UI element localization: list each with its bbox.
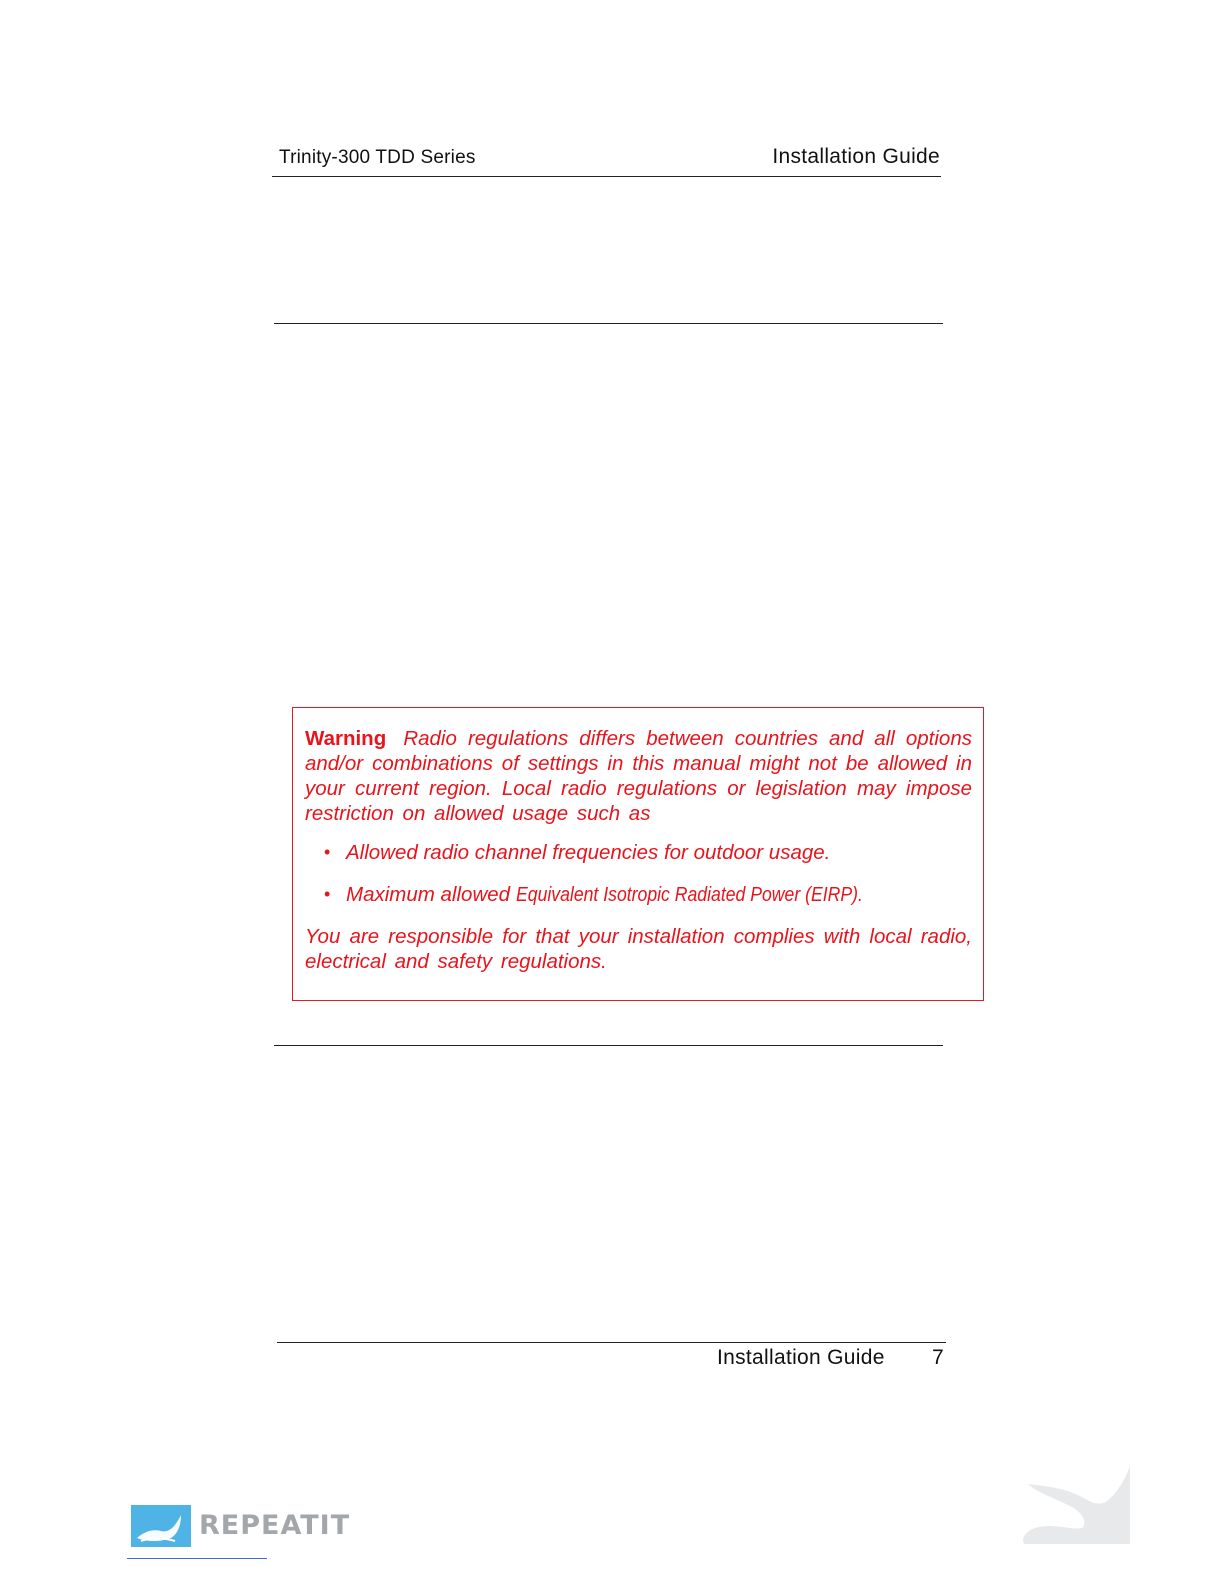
warning-list-item <box>305 882 972 907</box>
bird-watermark-icon <box>1018 1466 1132 1548</box>
footer-guide-title: Installation Guide <box>717 1346 885 1369</box>
warning-list <box>305 840 972 907</box>
section-rule-bottom <box>274 1045 943 1046</box>
warning-item-text-condensed: Equivalent Isotropic Radiated Power (EIRP). <box>515 883 863 906</box>
bullet-icon: • <box>324 842 331 862</box>
header-guide-title: Installation Guide <box>772 145 940 168</box>
warning-intro-text: Radio regulations differs between countries and all options and/or combinations of settings in this manual might not be allowed in your current region. Local radio regulations or legislation may impose restriction on allowed usage such as <box>305 727 972 825</box>
warning-list-item <box>305 840 972 865</box>
warning-note: You are responsible for that your installation complies with local radio, electrical and safety regulations. <box>305 925 972 973</box>
repeatit-wordmark: REPEATIT <box>199 1510 351 1541</box>
bullet-icon: • <box>324 884 331 904</box>
header-rule <box>272 176 941 177</box>
warning-label: Warning <box>305 727 387 750</box>
section-rule-top <box>274 323 943 324</box>
header-document-title: Trinity-300 TDD Series <box>279 147 476 168</box>
repeatit-logo-icon <box>131 1505 191 1547</box>
warning-intro <box>305 726 972 826</box>
warning-box <box>292 707 984 1001</box>
warning-item-text-prefix: Maximum allowed <box>346 883 516 906</box>
warning-item-text: Allowed radio channel frequencies for outdoor usage. <box>346 841 831 864</box>
page-number: 7 <box>932 1346 944 1369</box>
footer-rule <box>277 1342 946 1343</box>
brand-underline <box>127 1558 267 1559</box>
